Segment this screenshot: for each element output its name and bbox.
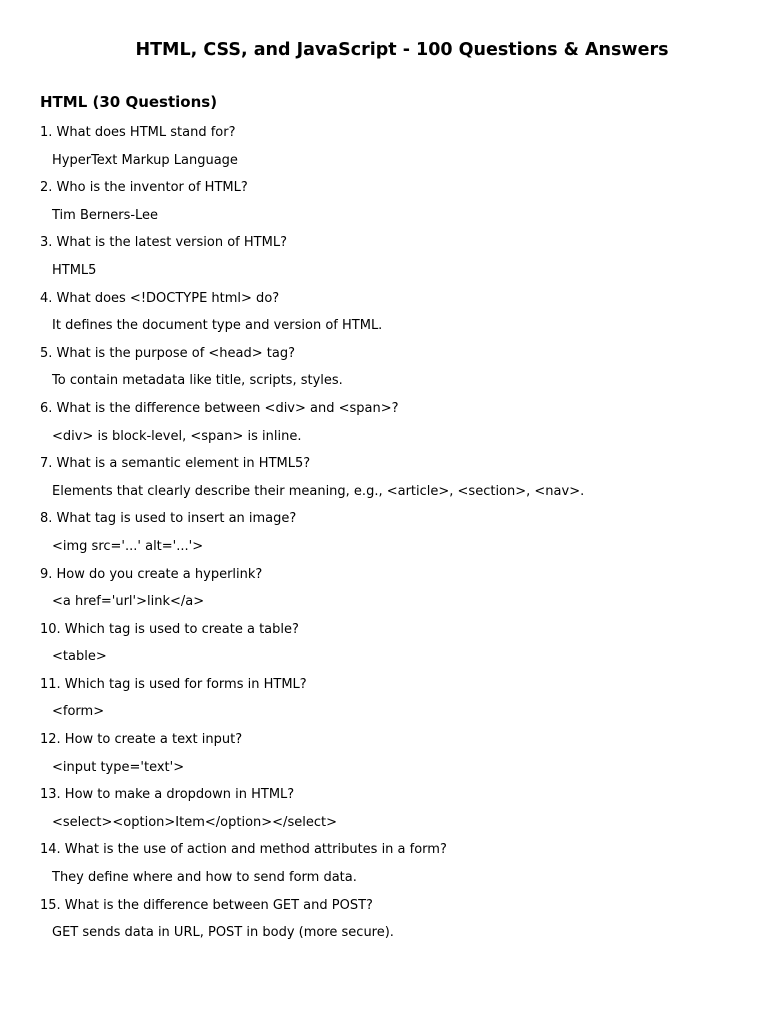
- qa-item: [40, 730, 740, 785]
- question-text: 8. What tag is used to insert an image?: [40, 511, 297, 527]
- section-heading: HTML (30 Questions): [40, 93, 218, 111]
- answer-text: HyperText Markup Language: [52, 152, 238, 168]
- answer-text: GET sends data in URL, POST in body (more secure).: [52, 925, 394, 941]
- qa-item: [40, 123, 740, 178]
- question-text: 1. What does HTML stand for?: [40, 125, 236, 140]
- question-text: 13. How to make a dropdown in HTML?: [40, 787, 295, 803]
- answer-text: <div> is block-level, <span> is inline.: [52, 428, 302, 444]
- qa-item: [40, 178, 740, 233]
- answer-text: Tim Berners-Lee: [52, 207, 159, 223]
- question-text: 9. How do you create a hyperlink?: [40, 566, 263, 582]
- qa-list: [40, 123, 740, 951]
- qa-item: [40, 565, 740, 620]
- answer-text: <input type='text'>: [52, 759, 185, 775]
- answer-text: It defines the document type and version of HTML.: [52, 318, 383, 334]
- answer-text: <table>: [52, 649, 107, 665]
- qa-item: [40, 675, 740, 730]
- question-text: 3. What is the latest version of HTML?: [40, 235, 287, 251]
- qa-item: [40, 896, 740, 951]
- answer-text: HTML5: [52, 262, 97, 278]
- question-text: 4. What does <!DOCTYPE html> do?: [40, 290, 280, 306]
- qa-item: [40, 620, 740, 675]
- qa-item: [40, 233, 740, 288]
- answer-text: <select><option>Item</option></select>: [52, 814, 337, 830]
- question-text: 10. Which tag is used to create a table?: [40, 621, 299, 637]
- question-text: 11. Which tag is used for forms in HTML?: [40, 676, 307, 692]
- question-text: 5. What is the purpose of <head> tag?: [40, 345, 296, 361]
- answer-text: <img src='...' alt='...'>: [52, 538, 204, 554]
- question-text: 15. What is the difference between GET and POST?: [40, 897, 373, 913]
- qa-item: [40, 289, 740, 344]
- question-text: 2. Who is the inventor of HTML?: [40, 180, 248, 196]
- qa-item: [40, 399, 740, 454]
- qa-item: [40, 840, 740, 895]
- qa-item: [40, 344, 740, 399]
- qa-item: [40, 785, 740, 840]
- answer-text: <form>: [52, 704, 105, 720]
- question-text: 12. How to create a text input?: [40, 732, 243, 748]
- document-title: HTML, CSS, and JavaScript - 100 Questions & Answers: [135, 40, 669, 60]
- answer-text: They define where and how to send form data.: [52, 870, 357, 886]
- qa-item: [40, 454, 740, 509]
- question-text: 6. What is the difference between <div> and <span>?: [40, 400, 399, 416]
- question-text: 7. What is a semantic element in HTML5?: [40, 456, 311, 472]
- answer-text: <a href='url'>link</a>: [52, 594, 205, 610]
- question-text: 14. What is the use of action and method attributes in a form?: [40, 842, 447, 858]
- qa-item: [40, 509, 740, 564]
- answer-text: To contain metadata like title, scripts, styles.: [52, 373, 343, 389]
- answer-text: Elements that clearly describe their meaning, e.g., <article>, <section>, <nav>.: [52, 483, 585, 499]
